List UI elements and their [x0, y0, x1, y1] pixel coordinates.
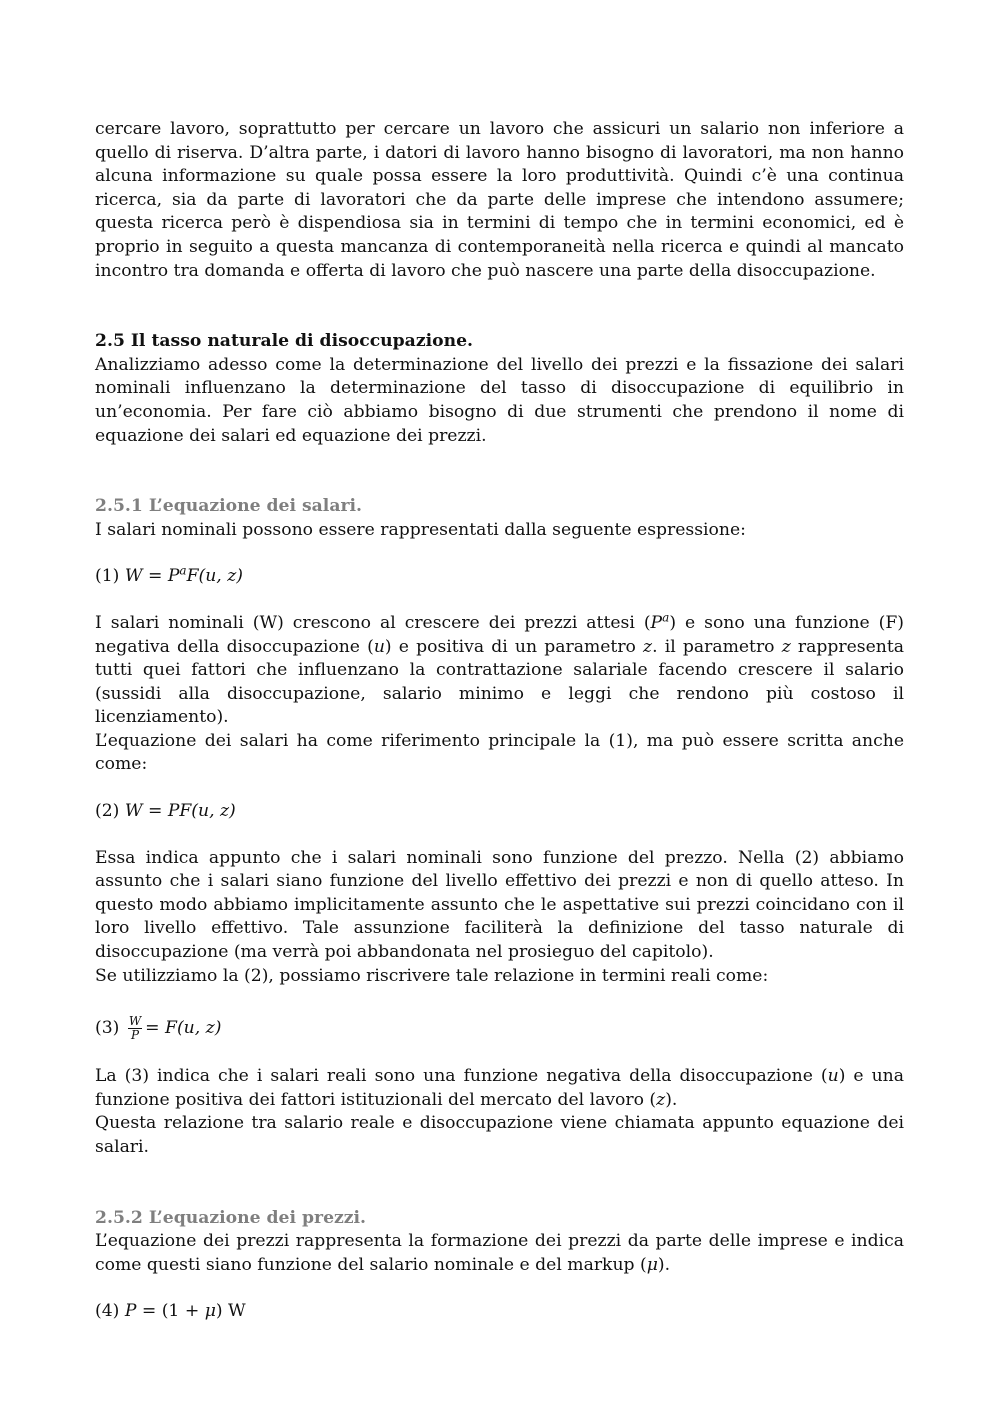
paragraph-after-eq2-2: Se utilizziamo la (2), possiamo riscrivere tale relazione in termini reali come:	[95, 965, 769, 986]
text-segment: ) e una funzione positiva dei fattori istituzionali del mercato del lavoro (	[95, 1066, 904, 1110]
document-page	[95, 118, 904, 1324]
text-segment: L’equazione dei prezzi rappresenta la formazione dei prezzi da parte delle imprese e indica come questi siano funzione del salario nominale e del markup (	[95, 1231, 904, 1275]
equation-2-lhs: W	[124, 801, 143, 822]
symbol-p: P	[650, 612, 663, 633]
equation-4-price: P	[124, 1301, 137, 1322]
intro-paragraph: cercare lavoro, soprattutto per cercare un lavoro che assicuri un salario non inferiore a quello di riserva. D’altra parte, i datori di lavoro hanno bisogno di lavoratori, ma non hanno alcuna informazione su quale possa essere la loro produttività. Quindi c’è una continua ricerca, sia da parte di lavoratori che da parte delle imprese che intendono assumere; questa ricerca però è dispendiosa sia in termini di tempo che in termini economici, ed è proprio in seguito a questa mancanza di contemporaneità nella ricerca e quindi al mancato incontro tra domanda e offerta di lavoro che può nascere una parte della disoccupazione.	[95, 119, 904, 281]
equation-1	[95, 565, 904, 589]
equation-4	[95, 1300, 904, 1324]
subsection-heading-2-5-2: 2.5.2 L’equazione dei prezzi.	[95, 1207, 367, 1228]
text-segment: ) e positiva di un parametro	[384, 636, 644, 657]
paragraph-after-eq1-2: L’equazione dei salari ha come riferimento principale la (1), ma può essere scritta anche come:	[95, 730, 904, 775]
symbol-z: z	[781, 636, 791, 657]
symbol-u: u	[827, 1066, 839, 1087]
equation-2	[95, 800, 904, 824]
equation-4-label: (4)	[95, 1301, 125, 1322]
equation-1-price: P	[167, 566, 180, 587]
equation-2-rhs: PF(u, z)	[167, 801, 236, 822]
equation-4-end: ) W	[215, 1301, 246, 1322]
equation-1-label: (1)	[95, 566, 125, 587]
equation-4-mu: μ	[204, 1301, 216, 1322]
text-segment: . il parametro	[652, 636, 782, 657]
fraction-numerator: W	[128, 1014, 142, 1029]
text-segment: ) e sono una funzione (F) negativa della disoccupazione (	[95, 612, 904, 657]
symbol-a: a	[662, 610, 670, 625]
equation-3-rhs: F(u, z)	[165, 1018, 222, 1039]
text-segment: ).	[665, 1089, 678, 1110]
equation-3	[95, 1011, 904, 1045]
text-segment: I salari nominali (W) crescono al crescere dei prezzi attesi (	[95, 612, 651, 633]
paragraph-after-eq3	[95, 1065, 904, 1112]
section-2-5-1-paragraph: I salari nominali possono essere rappresentati dalla seguente espressione:	[95, 519, 746, 540]
paragraph-after-eq3-2: Questa relazione tra salario reale e disoccupazione viene chiamata appunto equazione dei salari.	[95, 1113, 904, 1157]
equation-2-equals: =	[142, 801, 168, 822]
paragraph-after-eq2: Essa indica appunto che i salari nominali sono funzione del prezzo. Nella (2) abbiamo assunto che i salari siano funzione del livello effettivo dei prezzi e non di quello atteso. In questo modo abbiamo implicitamente assunto che le aspettative sui prezzi coincidano con il loro livello effettivo. Tale assunzione faciliterà la definizione del tasso naturale di disoccupazione (ma verrà poi abbandonata nel prosieguo del capitolo).	[95, 847, 904, 963]
symbol-u: u	[373, 636, 385, 657]
fraction-denominator: P	[130, 1028, 140, 1043]
symbol-z: z	[643, 636, 653, 657]
section-2-5-paragraph: Analizziamo adesso come la determinazione del livello dei prezzi e la fissazione dei salari nominali influenzano la determinazione del tasso di disoccupazione di equilibrio in un’economia. Per fare ciò abbiamo bisogno di due strumenti che prendono il nome di equazione dei salari ed equazione dei prezzi.	[95, 354, 904, 446]
paragraph-after-eq1	[95, 612, 904, 730]
section-2-5-2-paragraph	[95, 1230, 904, 1277]
symbol-z: z	[656, 1089, 666, 1110]
equation-1-equals: =	[142, 566, 168, 587]
equation-4-middle: = (1 +	[136, 1301, 205, 1322]
equation-2-label: (2)	[95, 801, 125, 822]
equation-1-lhs: W	[124, 566, 143, 587]
subsection-heading-2-5-1: 2.5.1 L’equazione dei salari.	[95, 496, 363, 517]
equation-1-superscript: a	[179, 563, 187, 578]
equation-3-equals: =	[145, 1018, 166, 1039]
equation-1-rhs: F(u, z)	[186, 566, 243, 587]
text-segment: ).	[657, 1254, 671, 1275]
section-heading-2-5: 2.5 Il tasso naturale di disoccupazione.	[95, 331, 473, 352]
text-segment: rappresenta tutti quei fattori che influenzano la contrattazione salariale facendo crescere il salario (sussidi alla disoccupazione, salario minimo e leggi che rendono più costoso il licenziamento).	[95, 636, 904, 728]
symbol-mu: μ	[646, 1254, 658, 1275]
equation-3-fraction	[128, 1015, 142, 1042]
equation-3-label: (3)	[95, 1018, 125, 1039]
text-segment: La (3) indica che i salari reali sono una funzione negativa della disoccupazione (	[95, 1066, 828, 1087]
